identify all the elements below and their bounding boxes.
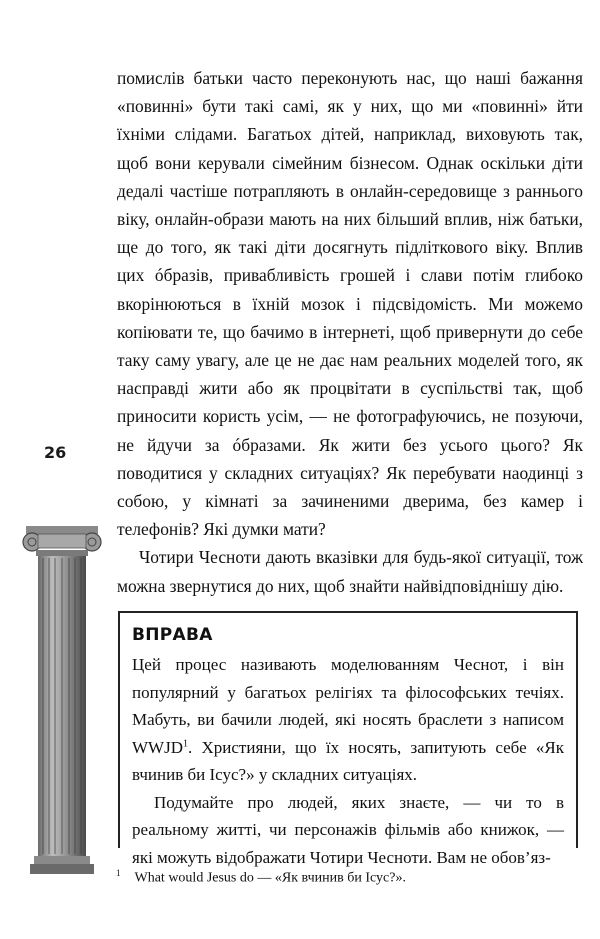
body-paragraph: Чотири Чесноти дають вказівки для будь-якої ситуації, тож можна звернутися до них, щоб знайти найвідповіднішу дію.	[117, 547, 583, 596]
footnote	[116, 868, 406, 887]
footnote-text: What would Jesus do — «Як вчинив би Ісус?».	[134, 870, 406, 886]
body-text	[117, 64, 583, 600]
footnote-marker: 1	[116, 868, 121, 878]
exercise-box	[118, 611, 578, 867]
page-number: 26	[44, 443, 67, 462]
exercise-title: ВПРАВА	[132, 625, 213, 645]
exercise-paragraph	[132, 651, 564, 789]
exercise-text: Цей процес називають моделюванням Чеснот, і він популярний у багатьох релігіях та філософських течіях. Мабуть, ви бачили людей, які носять браслети з написом WWJD	[132, 655, 564, 757]
footnote-reference: 1	[182, 737, 188, 749]
exercise-text: . Християни, що їх носять, запитують себе «Як вчинив би Ісус?» у складних ситуаціях.	[132, 737, 564, 784]
body-paragraph: помислів батьки часто переконують нас, що наші бажання «повинні» бути такі самі, як у них, що ми «повинні» йти їхніми слідами. Багатьох дітей, наприклад, виховують так, щоб вони керували сімейним бізнесом. Однак оскільки діти дедалі частіше потрапляють в онлайн-середовище з раннього віку, онлайн-образи мають на них більший вплив, ніж батьки, ще до того, як такі діти досягнуть підліткового віку. Вплив цих óбразів, привабливість грошей і слави потім глибоко вкорінюються в їхній мозок і підсвідомість. Ми можемо копіювати те, що бачимо в інтернеті, щоб привернути до себе таку саму увагу, але це не дає нам реальних моделей того, як насправді жити або як процвітати в суспільстві так, щоб приносити користь усім, — не фотографуючись, не позуючи, не йдучи за óбразами. Як жити без усього цього? Як поводитися у складних ситуаціях? Як перебувати наодинці з собою, у кімнаті за зачиненими дверима, без камер і телефонів? Які думки мати?	[117, 68, 583, 540]
ionic-column-illustration	[22, 520, 102, 880]
exercise-paragraph: Подумайте про людей, яких знаєте, — чи то в реальному житті, чи персонажів фільмів або книжок, — які можуть відображати Чотири Чесноти. Вам не обов’яз-	[132, 792, 564, 867]
